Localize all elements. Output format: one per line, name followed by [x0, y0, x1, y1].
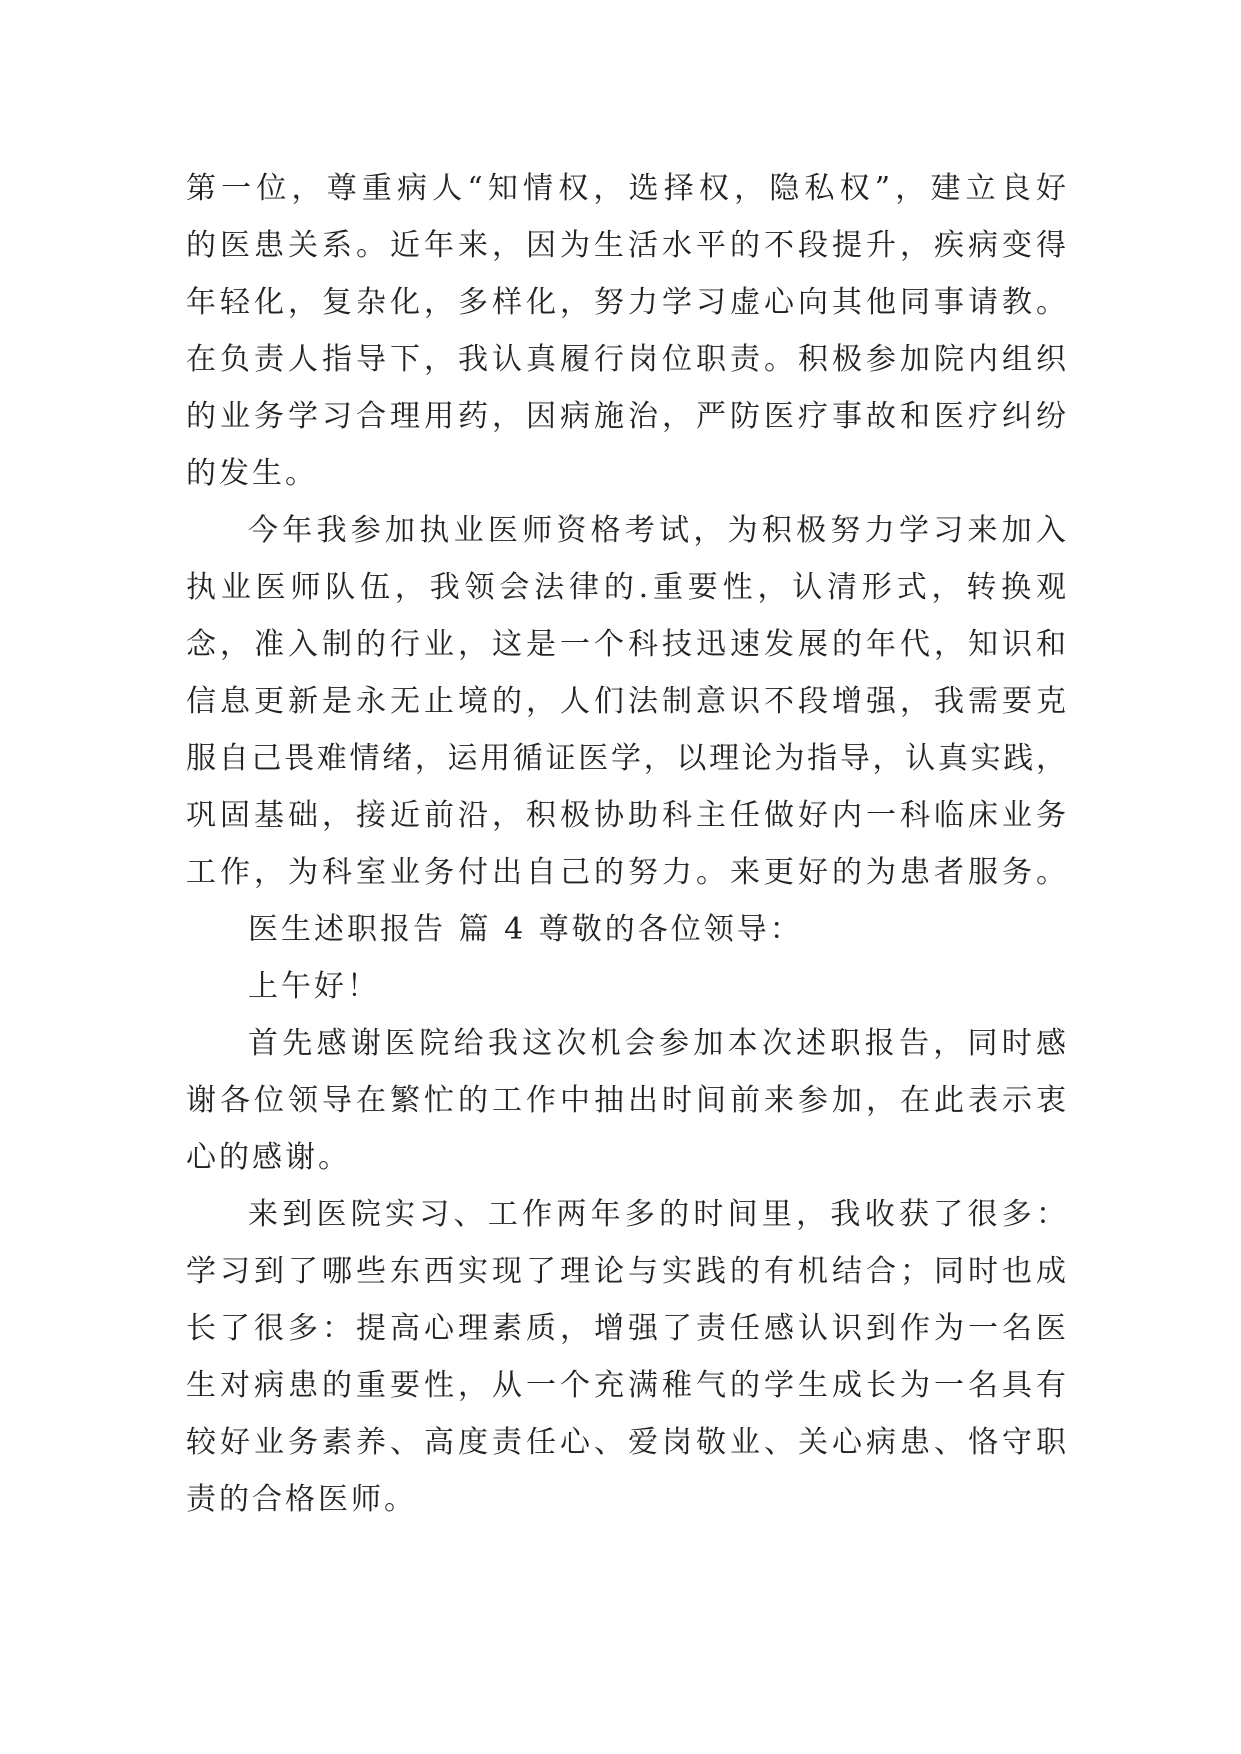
text-line: 信息更新是永无止境的，人们法制意识不段增强，我需要克: [186, 684, 1066, 719]
text-line: 心的感谢。: [186, 1140, 351, 1175]
document-body: [186, 160, 1066, 1528]
text-line: 的业务学习合理用药，因病施治，严防医疗事故和医疗纠纷: [186, 399, 1066, 434]
text-line: 学习到了哪些东西实现了理论与实践的有机结合；同时也成: [186, 1254, 1066, 1289]
text-line: 巩固基础，接近前沿，积极协助科主任做好内一科临床业务: [186, 798, 1066, 833]
paragraph: [186, 160, 1066, 502]
text-line: 来到医院实习、工作两年多的时间里，我收获了很多：: [248, 1197, 1066, 1232]
text-line: 的医患关系。近年来，因为生活水平的不段提升，疾病变得: [186, 228, 1066, 263]
paragraph: [186, 1015, 1066, 1186]
text-line: 责的合格医师。: [186, 1482, 417, 1517]
text-line: 上午好！: [248, 969, 380, 1004]
text-line: 第一位，尊重病人“知情权，选择权，隐私权”，建立良好: [186, 171, 1066, 206]
text-line: 谢各位领导在繁忙的工作中抽出时间前来参加，在此表示衷: [186, 1083, 1066, 1118]
section-heading: [186, 901, 1066, 958]
text-line: 工作，为科室业务付出自己的努力。来更好的为患者服务。: [186, 855, 1066, 890]
text-line: 生对病患的重要性，从一个充满稚气的学生成长为一名具有: [186, 1368, 1066, 1403]
text-line: 服自己畏难情绪，运用循证医学，以理论为指导，认真实践，: [186, 741, 1066, 776]
text-line: 首先感谢医院给我这次机会参加本次述职报告，同时感: [248, 1026, 1066, 1061]
paragraph: [186, 502, 1066, 901]
text-line: 年轻化，复杂化，多样化，努力学习虚心向其他同事请教。: [186, 285, 1066, 320]
text-line: 执业医师队伍，我领会法律的.重要性，认清形式，转换观: [186, 570, 1066, 605]
text-line: 今年我参加执业医师资格考试，为积极努力学习来加入: [248, 513, 1066, 548]
text-line: 的发生。: [186, 456, 318, 491]
paragraph: [186, 1186, 1066, 1528]
text-line: 医生述职报告 篇 4 尊敬的各位领导：: [248, 912, 803, 947]
text-line: 在负责人指导下，我认真履行岗位职责。积极参加院内组织: [186, 342, 1066, 377]
text-line: 长了很多：提高心理素质，增强了责任感认识到作为一名医: [186, 1311, 1066, 1346]
greeting: [186, 958, 1066, 1015]
text-line: 较好业务素养、高度责任心、爱岗敬业、关心病患、恪守职: [186, 1425, 1066, 1460]
text-line: 念，准入制的行业，这是一个科技迅速发展的年代，知识和: [186, 627, 1066, 662]
